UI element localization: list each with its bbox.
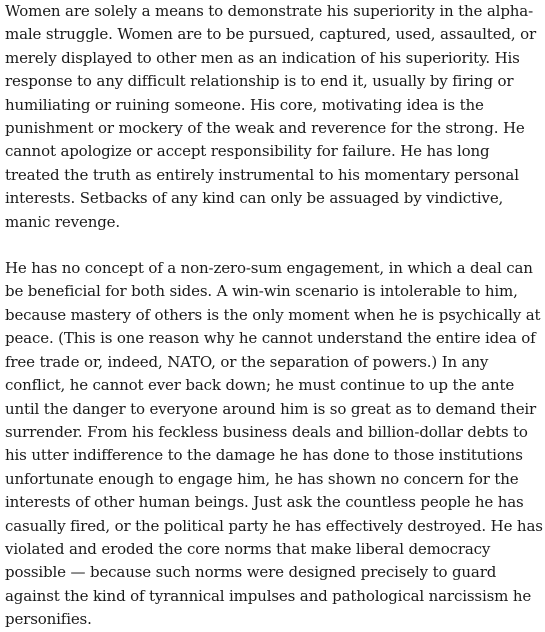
- article-paragraph-2: He has no concept of a non-zero-sum engagement, in which a deal can be beneficial for both sides. A win-win scenario is intolerable to him, because mastery of others is the only moment when he is psychically at peace. (This is one reason why he cannot understand the entire idea of free trade or, indeed, NATO, or the separation of powers.) In any conflict, he cannot ever back down; he must continue to up the ante until the danger to everyone around him is so great as to demand their surrender. From his feckless business deals and billion-dollar debts to his utter indifference to the damage he has done to those institutions unfortunate enough to engage him, he has shown no concern for the interests of other human beings. Just ask the countless people he has casually fired, or the political party he has effectively destroyed. He has violated and eroded the core norms that make liberal democracy possible — because such norms were designed precisely to guard against the kind of tyrannical impulses and pathological narcissism he personifies.: [5, 259, 543, 629]
- article-paragraph-1: Women are solely a means to demonstrate his superiority in the alpha-male struggle. Women are to be pursued, captured, used, assaulted, or merely displayed to other men as an indication of his superiority. His response to any difficult relationship is to end it, usually by firing or humiliating or ruining someone. His core, motivating idea is the punishment or mockery of the weak and reverence for the strong. He cannot apologize or accept responsibility for failure. He has long treated the truth as entirely instrumental to his momentary personal interests. Setbacks of any kind can only be assuaged by vindictive, manic revenge.: [5, 2, 537, 231]
